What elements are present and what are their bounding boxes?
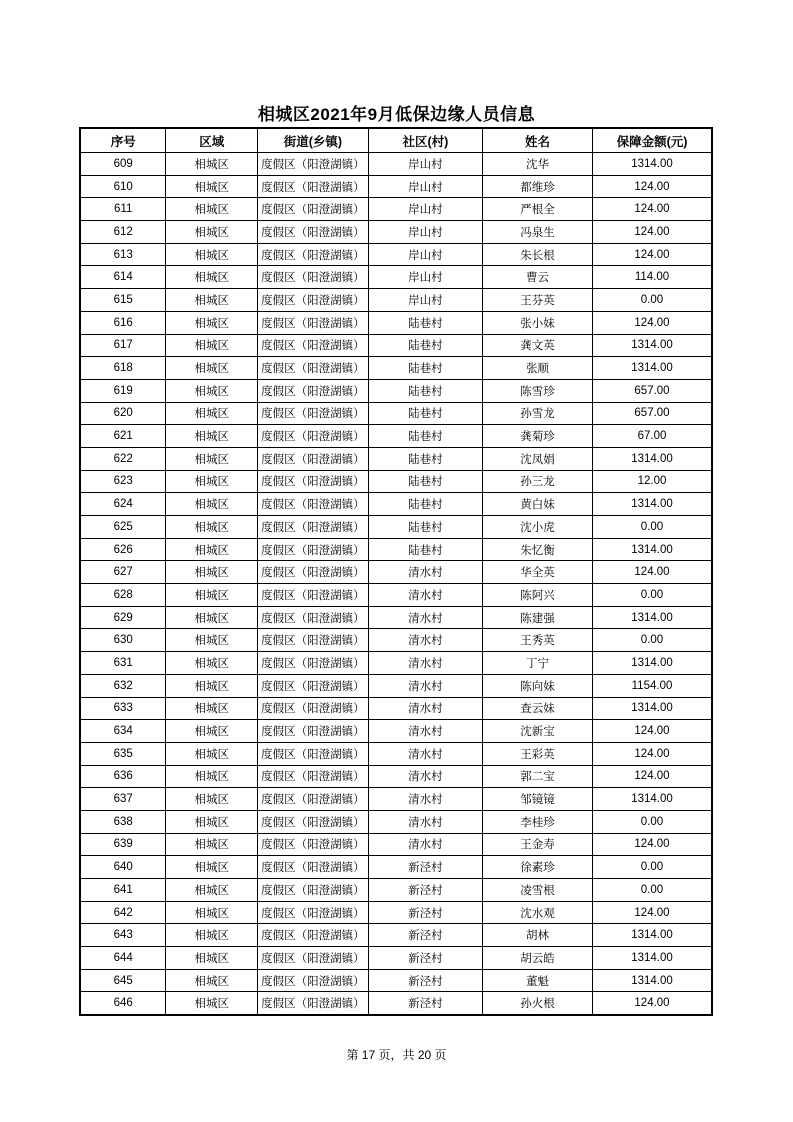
cell-street: 度假区（阳澄湖镇） [258, 969, 369, 992]
cell-community: 清水村 [368, 652, 482, 675]
cell-amount: 124.00 [593, 992, 713, 1015]
cell-region: 相城区 [166, 992, 258, 1015]
cell-street: 度假区（阳澄湖镇） [258, 810, 369, 833]
table-row [80, 379, 712, 402]
column-header-community: 社区(村) [368, 128, 482, 153]
cell-amount: 1314.00 [593, 652, 713, 675]
cell-street: 度假区（阳澄湖镇） [258, 856, 369, 879]
cell-street: 度假区（阳澄湖镇） [258, 742, 369, 765]
cell-community: 清水村 [368, 810, 482, 833]
table-row [80, 742, 712, 765]
cell-community: 新泾村 [368, 992, 482, 1015]
table-row [80, 924, 712, 947]
cell-index: 642 [80, 901, 166, 924]
cell-amount: 1154.00 [593, 674, 713, 697]
cell-amount: 124.00 [593, 765, 713, 788]
cell-amount: 657.00 [593, 379, 713, 402]
cell-name: 王金寿 [483, 833, 593, 856]
table-row [80, 697, 712, 720]
cell-name: 张小妹 [483, 311, 593, 334]
cell-community: 陆巷村 [368, 447, 482, 470]
cell-region: 相城区 [166, 606, 258, 629]
cell-name: 王彩英 [483, 742, 593, 765]
cell-street: 度假区（阳澄湖镇） [258, 720, 369, 743]
cell-index: 617 [80, 334, 166, 357]
cell-community: 清水村 [368, 606, 482, 629]
cell-name: 董魁 [483, 969, 593, 992]
table-row [80, 720, 712, 743]
page-title: 相城区2021年9月低保边缘人员信息 [257, 105, 536, 124]
cell-community: 陆巷村 [368, 357, 482, 380]
cell-name: 郭二宝 [483, 765, 593, 788]
cell-street: 度假区（阳澄湖镇） [258, 357, 369, 380]
column-header-amount: 保障金额(元) [593, 128, 713, 153]
cell-name: 孙火根 [483, 992, 593, 1015]
cell-amount: 124.00 [593, 561, 713, 584]
cell-region: 相城区 [166, 516, 258, 539]
cell-region: 相城区 [166, 243, 258, 266]
cell-amount: 657.00 [593, 402, 713, 425]
table-body [80, 153, 712, 1016]
cell-region: 相城区 [166, 425, 258, 448]
cell-street: 度假区（阳澄湖镇） [258, 629, 369, 652]
cell-index: 629 [80, 606, 166, 629]
cell-name: 沈凤娟 [483, 447, 593, 470]
cell-amount: 0.00 [593, 289, 713, 312]
cell-community: 陆巷村 [368, 402, 482, 425]
cell-index: 611 [80, 198, 166, 221]
cell-community: 陆巷村 [368, 334, 482, 357]
cell-index: 637 [80, 788, 166, 811]
cell-index: 621 [80, 425, 166, 448]
cell-index: 614 [80, 266, 166, 289]
cell-name: 王芬英 [483, 289, 593, 312]
cell-amount: 1314.00 [593, 447, 713, 470]
cell-region: 相城区 [166, 924, 258, 947]
cell-street: 度假区（阳澄湖镇） [258, 584, 369, 607]
cell-region: 相城区 [166, 856, 258, 879]
cell-amount: 124.00 [593, 311, 713, 334]
cell-index: 627 [80, 561, 166, 584]
table-row [80, 243, 712, 266]
table-row [80, 810, 712, 833]
cell-street: 度假区（阳澄湖镇） [258, 266, 369, 289]
cell-street: 度假区（阳澄湖镇） [258, 674, 369, 697]
cell-street: 度假区（阳澄湖镇） [258, 992, 369, 1015]
cell-street: 度假区（阳澄湖镇） [258, 833, 369, 856]
cell-region: 相城区 [166, 447, 258, 470]
table-row [80, 879, 712, 902]
table-row [80, 833, 712, 856]
cell-name: 邹镜镜 [483, 788, 593, 811]
cell-region: 相城区 [166, 584, 258, 607]
cell-street: 度假区（阳澄湖镇） [258, 538, 369, 561]
column-header-region: 区域 [166, 128, 258, 153]
cell-region: 相城区 [166, 198, 258, 221]
cell-community: 陆巷村 [368, 516, 482, 539]
table-row [80, 538, 712, 561]
cell-community: 新泾村 [368, 879, 482, 902]
cell-street: 度假区（阳澄湖镇） [258, 879, 369, 902]
cell-region: 相城区 [166, 289, 258, 312]
cell-name: 胡林 [483, 924, 593, 947]
cell-index: 633 [80, 697, 166, 720]
cell-street: 度假区（阳澄湖镇） [258, 243, 369, 266]
cell-community: 清水村 [368, 765, 482, 788]
table-row [80, 561, 712, 584]
cell-index: 625 [80, 516, 166, 539]
cell-region: 相城区 [166, 833, 258, 856]
cell-region: 相城区 [166, 493, 258, 516]
cell-amount: 124.00 [593, 198, 713, 221]
cell-name: 华全英 [483, 561, 593, 584]
cell-region: 相城区 [166, 538, 258, 561]
cell-index: 620 [80, 402, 166, 425]
cell-region: 相城区 [166, 901, 258, 924]
cell-street: 度假区（阳澄湖镇） [258, 493, 369, 516]
cell-name: 都维珍 [483, 175, 593, 198]
cell-name: 严根全 [483, 198, 593, 221]
cell-amount: 1314.00 [593, 357, 713, 380]
cell-amount: 1314.00 [593, 538, 713, 561]
cell-index: 630 [80, 629, 166, 652]
table-row [80, 652, 712, 675]
cell-index: 628 [80, 584, 166, 607]
cell-street: 度假区（阳澄湖镇） [258, 334, 369, 357]
cell-amount: 0.00 [593, 629, 713, 652]
table-row [80, 175, 712, 198]
cell-street: 度假区（阳澄湖镇） [258, 765, 369, 788]
cell-community: 清水村 [368, 742, 482, 765]
cell-region: 相城区 [166, 357, 258, 380]
cell-name: 丁宁 [483, 652, 593, 675]
cell-region: 相城区 [166, 742, 258, 765]
cell-community: 清水村 [368, 788, 482, 811]
cell-name: 沈水观 [483, 901, 593, 924]
cell-street: 度假区（阳澄湖镇） [258, 379, 369, 402]
table-row [80, 470, 712, 493]
cell-index: 622 [80, 447, 166, 470]
cell-community: 岸山村 [368, 153, 482, 176]
cell-amount: 1314.00 [593, 697, 713, 720]
cell-amount: 124.00 [593, 720, 713, 743]
benefit-table [79, 127, 713, 1016]
table-row [80, 221, 712, 244]
cell-street: 度假区（阳澄湖镇） [258, 606, 369, 629]
table-row [80, 516, 712, 539]
cell-name: 陈雪珍 [483, 379, 593, 402]
table-header-row [80, 128, 712, 153]
cell-index: 615 [80, 289, 166, 312]
cell-street: 度假区（阳澄湖镇） [258, 516, 369, 539]
cell-index: 632 [80, 674, 166, 697]
cell-amount: 12.00 [593, 470, 713, 493]
cell-amount: 1314.00 [593, 334, 713, 357]
cell-region: 相城区 [166, 334, 258, 357]
cell-amount: 1314.00 [593, 969, 713, 992]
cell-community: 陆巷村 [368, 538, 482, 561]
cell-amount: 0.00 [593, 810, 713, 833]
cell-amount: 1314.00 [593, 924, 713, 947]
cell-name: 孙雪龙 [483, 402, 593, 425]
cell-street: 度假区（阳澄湖镇） [258, 153, 369, 176]
cell-community: 新泾村 [368, 901, 482, 924]
cell-region: 相城区 [166, 175, 258, 198]
cell-index: 646 [80, 992, 166, 1015]
cell-index: 645 [80, 969, 166, 992]
cell-amount: 0.00 [593, 879, 713, 902]
cell-region: 相城区 [166, 765, 258, 788]
cell-amount: 1314.00 [593, 153, 713, 176]
cell-street: 度假区（阳澄湖镇） [258, 924, 369, 947]
table-row [80, 992, 712, 1015]
cell-name: 查云妹 [483, 697, 593, 720]
cell-community: 陆巷村 [368, 470, 482, 493]
cell-index: 641 [80, 879, 166, 902]
cell-street: 度假区（阳澄湖镇） [258, 788, 369, 811]
table-row [80, 289, 712, 312]
cell-community: 清水村 [368, 697, 482, 720]
cell-street: 度假区（阳澄湖镇） [258, 425, 369, 448]
cell-community: 岸山村 [368, 221, 482, 244]
cell-amount: 124.00 [593, 221, 713, 244]
cell-amount: 1314.00 [593, 606, 713, 629]
cell-index: 613 [80, 243, 166, 266]
cell-amount: 124.00 [593, 833, 713, 856]
cell-index: 643 [80, 924, 166, 947]
cell-name: 胡云皓 [483, 947, 593, 970]
cell-community: 陆巷村 [368, 493, 482, 516]
cell-name: 孙三龙 [483, 470, 593, 493]
cell-index: 624 [80, 493, 166, 516]
cell-name: 沈小虎 [483, 516, 593, 539]
cell-street: 度假区（阳澄湖镇） [258, 470, 369, 493]
cell-name: 沈华 [483, 153, 593, 176]
cell-name: 陈阿兴 [483, 584, 593, 607]
cell-region: 相城区 [166, 470, 258, 493]
cell-index: 619 [80, 379, 166, 402]
cell-index: 623 [80, 470, 166, 493]
cell-community: 清水村 [368, 629, 482, 652]
cell-amount: 1314.00 [593, 788, 713, 811]
cell-amount: 0.00 [593, 516, 713, 539]
cell-community: 岸山村 [368, 266, 482, 289]
column-header-name: 姓名 [483, 128, 593, 153]
cell-region: 相城区 [166, 879, 258, 902]
cell-community: 岸山村 [368, 243, 482, 266]
cell-community: 岸山村 [368, 175, 482, 198]
cell-community: 陆巷村 [368, 425, 482, 448]
cell-street: 度假区（阳澄湖镇） [258, 289, 369, 312]
cell-index: 631 [80, 652, 166, 675]
table-row [80, 425, 712, 448]
cell-community: 岸山村 [368, 198, 482, 221]
cell-street: 度假区（阳澄湖镇） [258, 561, 369, 584]
cell-amount: 67.00 [593, 425, 713, 448]
cell-name: 陈向妹 [483, 674, 593, 697]
cell-community: 陆巷村 [368, 311, 482, 334]
cell-street: 度假区（阳澄湖镇） [258, 221, 369, 244]
cell-index: 616 [80, 311, 166, 334]
cell-street: 度假区（阳澄湖镇） [258, 198, 369, 221]
cell-community: 陆巷村 [368, 379, 482, 402]
cell-name: 徐素珍 [483, 856, 593, 879]
cell-street: 度假区（阳澄湖镇） [258, 311, 369, 334]
table-row [80, 493, 712, 516]
cell-region: 相城区 [166, 402, 258, 425]
cell-community: 清水村 [368, 720, 482, 743]
table-row [80, 947, 712, 970]
cell-index: 640 [80, 856, 166, 879]
cell-amount: 124.00 [593, 901, 713, 924]
cell-region: 相城区 [166, 674, 258, 697]
cell-street: 度假区（阳澄湖镇） [258, 652, 369, 675]
cell-community: 岸山村 [368, 289, 482, 312]
table-row [80, 153, 712, 176]
cell-street: 度假区（阳澄湖镇） [258, 947, 369, 970]
cell-community: 清水村 [368, 561, 482, 584]
cell-name: 黄白妹 [483, 493, 593, 516]
cell-community: 新泾村 [368, 856, 482, 879]
table-row [80, 856, 712, 879]
table-row [80, 266, 712, 289]
page-number-footer: 第 17 页，共 20 页 [346, 1048, 447, 1062]
cell-index: 639 [80, 833, 166, 856]
cell-street: 度假区（阳澄湖镇） [258, 697, 369, 720]
table-row [80, 788, 712, 811]
cell-index: 634 [80, 720, 166, 743]
cell-name: 沈新宝 [483, 720, 593, 743]
cell-region: 相城区 [166, 311, 258, 334]
cell-index: 618 [80, 357, 166, 380]
column-header-index: 序号 [80, 128, 166, 153]
cell-amount: 0.00 [593, 584, 713, 607]
cell-index: 626 [80, 538, 166, 561]
cell-community: 新泾村 [368, 924, 482, 947]
cell-name: 朱长根 [483, 243, 593, 266]
cell-street: 度假区（阳澄湖镇） [258, 447, 369, 470]
cell-region: 相城区 [166, 947, 258, 970]
cell-community: 新泾村 [368, 947, 482, 970]
cell-street: 度假区（阳澄湖镇） [258, 175, 369, 198]
cell-name: 李桂珍 [483, 810, 593, 833]
cell-region: 相城区 [166, 379, 258, 402]
table-row [80, 606, 712, 629]
cell-region: 相城区 [166, 153, 258, 176]
cell-community: 清水村 [368, 584, 482, 607]
cell-region: 相城区 [166, 810, 258, 833]
cell-community: 清水村 [368, 674, 482, 697]
table-row [80, 629, 712, 652]
table-row [80, 447, 712, 470]
cell-region: 相城区 [166, 697, 258, 720]
cell-amount: 1314.00 [593, 947, 713, 970]
table-row [80, 357, 712, 380]
cell-index: 610 [80, 175, 166, 198]
cell-name: 朱忆衡 [483, 538, 593, 561]
cell-region: 相城区 [166, 969, 258, 992]
cell-amount: 124.00 [593, 175, 713, 198]
cell-amount: 0.00 [593, 856, 713, 879]
table-row [80, 901, 712, 924]
cell-community: 新泾村 [368, 969, 482, 992]
cell-region: 相城区 [166, 221, 258, 244]
cell-name: 陈建强 [483, 606, 593, 629]
cell-street: 度假区（阳澄湖镇） [258, 901, 369, 924]
cell-region: 相城区 [166, 629, 258, 652]
cell-name: 王秀英 [483, 629, 593, 652]
table-row [80, 674, 712, 697]
cell-region: 相城区 [166, 561, 258, 584]
cell-index: 609 [80, 153, 166, 176]
cell-name: 龚菊珍 [483, 425, 593, 448]
cell-name: 凌雪根 [483, 879, 593, 902]
cell-region: 相城区 [166, 720, 258, 743]
cell-street: 度假区（阳澄湖镇） [258, 402, 369, 425]
cell-amount: 124.00 [593, 742, 713, 765]
cell-amount: 1314.00 [593, 493, 713, 516]
cell-index: 638 [80, 810, 166, 833]
cell-index: 636 [80, 765, 166, 788]
cell-amount: 114.00 [593, 266, 713, 289]
cell-name: 曹云 [483, 266, 593, 289]
cell-name: 冯泉生 [483, 221, 593, 244]
table-row [80, 198, 712, 221]
cell-region: 相城区 [166, 652, 258, 675]
table-row [80, 402, 712, 425]
table-row [80, 765, 712, 788]
cell-index: 635 [80, 742, 166, 765]
cell-name: 龚文英 [483, 334, 593, 357]
table-row [80, 334, 712, 357]
cell-name: 张顺 [483, 357, 593, 380]
table-row [80, 969, 712, 992]
table-row [80, 584, 712, 607]
table-row [80, 311, 712, 334]
cell-community: 清水村 [368, 833, 482, 856]
cell-index: 612 [80, 221, 166, 244]
cell-amount: 124.00 [593, 243, 713, 266]
cell-index: 644 [80, 947, 166, 970]
column-header-street: 街道(乡镇) [258, 128, 369, 153]
cell-region: 相城区 [166, 788, 258, 811]
cell-region: 相城区 [166, 266, 258, 289]
